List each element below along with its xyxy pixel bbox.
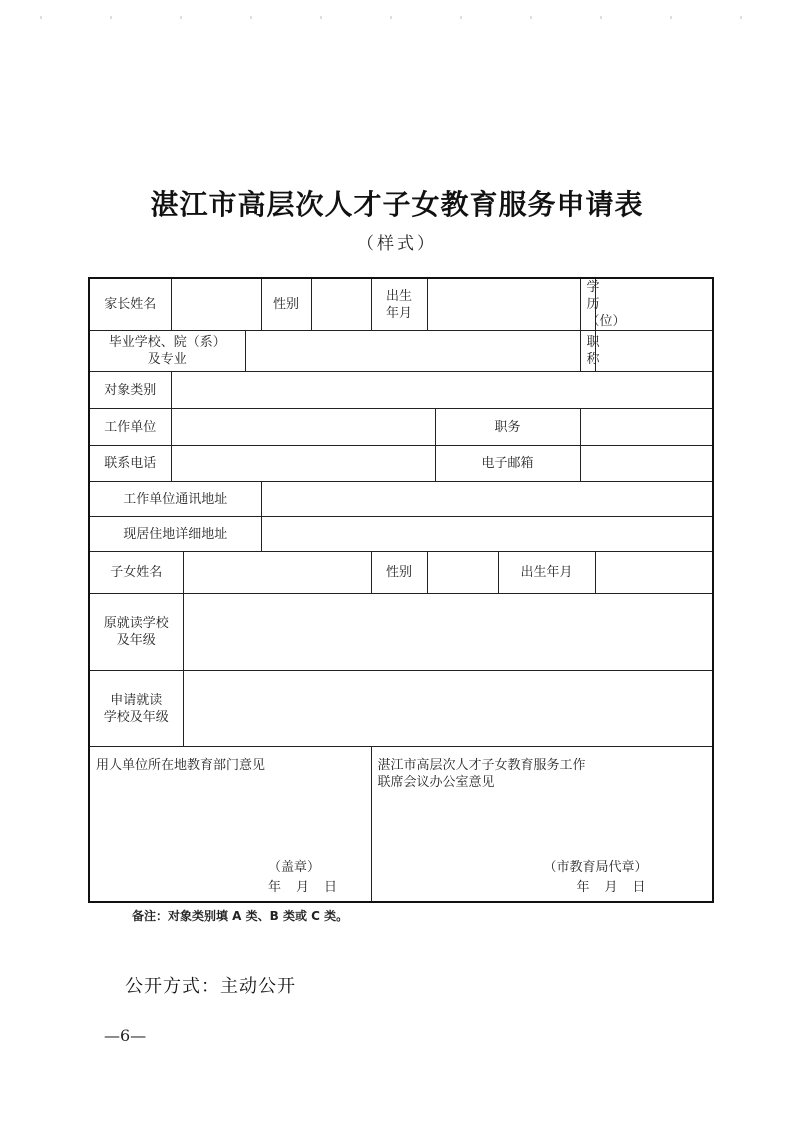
email-field[interactable] <box>580 446 713 482</box>
school-major-label <box>89 331 245 372</box>
document-title: 湛江市高层次人才子女教育服务申请表 <box>150 188 644 221</box>
category-row <box>89 372 713 409</box>
parent-gender-field[interactable] <box>311 278 371 331</box>
employer-address-row <box>89 482 713 517</box>
form-note: 备注：对象类别填 A 类、B 类或 C 类。 <box>132 909 349 923</box>
employer-row <box>89 409 713 446</box>
employer-field[interactable] <box>171 409 435 446</box>
original-school-row <box>89 594 713 671</box>
opinion-row <box>89 747 713 902</box>
education-label-line2: （位） <box>586 314 626 329</box>
child-name-label: 子女姓名 <box>89 552 183 594</box>
residence-address-field[interactable] <box>261 517 713 552</box>
professional-title-label: 职称 <box>580 331 595 372</box>
child-birth-label: 出生年月 <box>498 552 595 594</box>
original-school-line2: 及年级 <box>116 633 156 648</box>
parent-gender-label: 性别 <box>261 278 311 331</box>
category-field[interactable] <box>171 372 713 409</box>
apply-school-line1: 申请就读 <box>110 692 163 708</box>
education-label-line1: 学历 <box>586 280 600 312</box>
document-subtitle: （样式） <box>357 234 437 254</box>
school-major-label-line1: 毕业学校、院（系） <box>108 335 226 350</box>
apply-school-field[interactable] <box>183 671 713 747</box>
joint-office-opinion-line2: 联席会议办公室意见 <box>377 775 495 790</box>
position-field[interactable] <box>580 409 713 446</box>
apply-school-line2: 学校及年级 <box>103 709 169 725</box>
school-major-label-line2: 及专业 <box>147 352 187 367</box>
parent-birth-field[interactable] <box>427 278 580 331</box>
child-name-field[interactable] <box>183 552 371 594</box>
parent-name-field[interactable] <box>171 278 261 331</box>
parent-info-row <box>89 278 713 331</box>
original-school-line1: 原就读学校 <box>103 616 169 631</box>
apply-school-label <box>89 671 183 747</box>
child-birth-field[interactable] <box>595 552 713 594</box>
scan-artifact <box>0 16 794 19</box>
school-major-field[interactable] <box>245 331 580 372</box>
phone-label: 联系电话 <box>89 446 171 482</box>
disclosure-method: 公开方式：主动公开 <box>125 976 296 997</box>
joint-office-opinion-line1: 湛江市高层次人才子女教育服务工作 <box>377 758 586 773</box>
phone-field[interactable] <box>171 446 435 482</box>
residence-address-row <box>89 517 713 552</box>
education-label <box>580 278 626 331</box>
parent-birth-label <box>371 278 427 331</box>
joint-office-date: 年 月 日 <box>576 880 647 895</box>
local-education-opinion-label: 用人单位所在地教育部门意见 <box>96 758 266 773</box>
apply-school-row <box>89 671 713 747</box>
employer-label: 工作单位 <box>89 409 171 446</box>
application-form-table <box>88 277 714 903</box>
original-school-field[interactable] <box>183 594 713 671</box>
page-number: —6— <box>104 1026 147 1045</box>
parent-name-label: 家长姓名 <box>89 278 171 331</box>
local-education-stamp: （盖章） <box>268 860 321 875</box>
employer-address-label: 工作单位通讯地址 <box>89 482 261 517</box>
birth-label-line1: 出生 <box>386 288 413 304</box>
original-school-label <box>89 594 183 671</box>
employer-address-field[interactable] <box>261 482 713 517</box>
local-education-date: 年 月 日 <box>268 880 339 895</box>
local-education-opinion-box[interactable] <box>89 747 371 902</box>
birth-label-line2: 年月 <box>386 305 413 321</box>
joint-office-opinion-label <box>378 757 586 791</box>
professional-title-field[interactable] <box>595 331 713 372</box>
category-label: 对象类别 <box>89 372 171 409</box>
child-info-row <box>89 552 713 594</box>
school-major-row <box>89 331 713 372</box>
residence-address-label: 现居住地详细地址 <box>89 517 261 552</box>
joint-office-stamp: （市教育局代章） <box>543 860 648 875</box>
position-label: 职务 <box>435 409 580 446</box>
joint-office-opinion-box[interactable] <box>371 747 713 902</box>
child-gender-field[interactable] <box>427 552 498 594</box>
child-gender-label: 性别 <box>371 552 427 594</box>
contact-row <box>89 446 713 482</box>
email-label: 电子邮箱 <box>435 446 580 482</box>
